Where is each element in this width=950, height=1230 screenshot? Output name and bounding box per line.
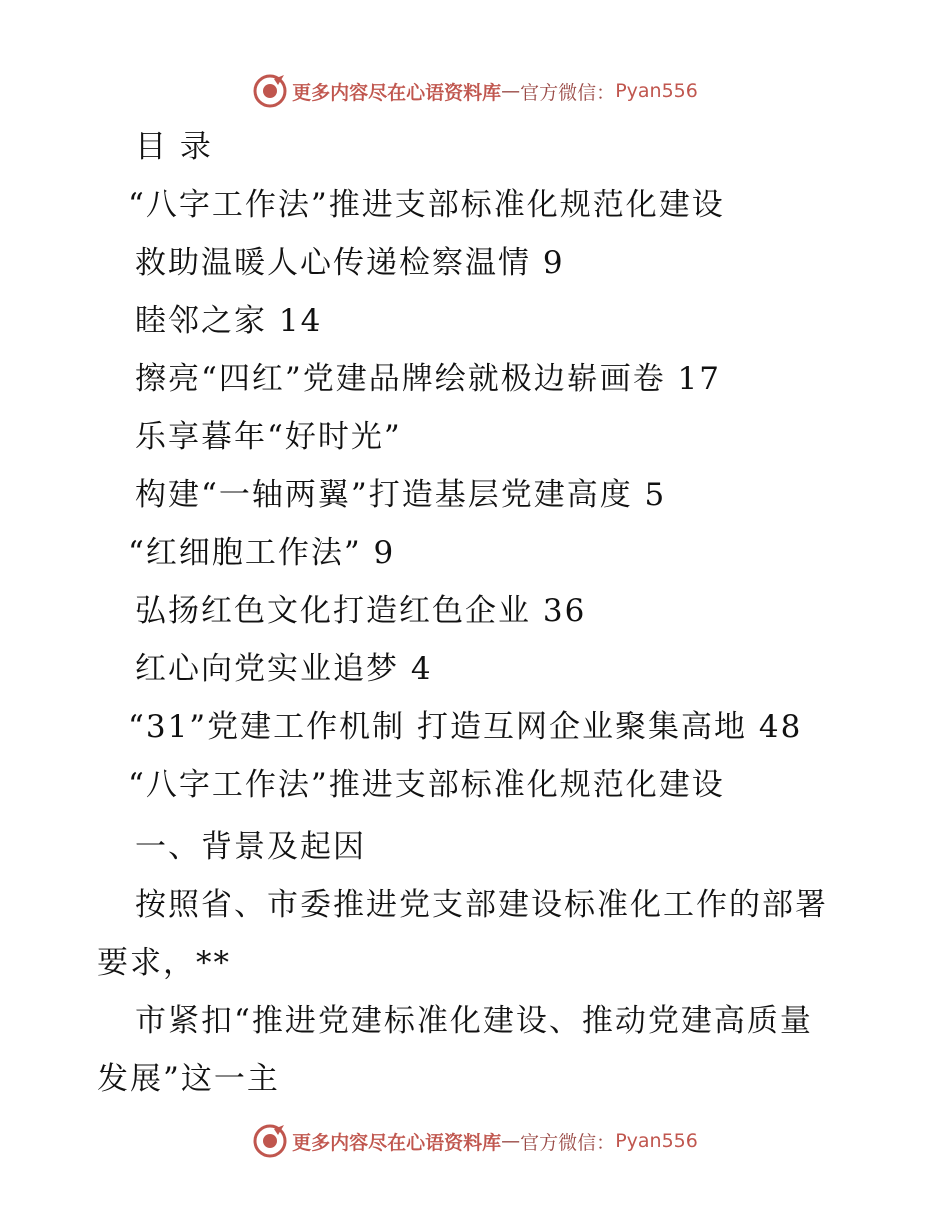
brand-logo-icon	[252, 1123, 288, 1159]
toc-entry: “31”党建工作机制 打造互网企业聚集高地 48	[128, 709, 803, 745]
toc-entry: 擦亮“四红”党建品牌绘就极边崭画卷 17	[135, 361, 721, 397]
watermark-wechat: Pyan556	[615, 1130, 698, 1152]
watermark-header	[0, 71, 950, 111]
article-title: “八字工作法”推进支部标准化规范化建设	[128, 767, 725, 803]
brand-logo-icon	[252, 73, 288, 109]
toc-entry: 乐享暮年“好时光”	[135, 419, 402, 455]
watermark-official: 官方微信：	[520, 1131, 616, 1154]
watermark-dash: —	[501, 1130, 521, 1152]
paragraph-line: 要求，**	[97, 945, 231, 981]
paragraph-line: 市紧扣“推进党建标准化建设、推动党建高质量	[135, 1003, 813, 1039]
watermark-footer	[0, 1121, 950, 1161]
toc-entry: 构建“一轴两翼”打造基层党建高度 5	[135, 477, 667, 513]
toc-entry: 睦邻之家 14	[135, 303, 323, 339]
watermark-official: 官方微信：	[520, 81, 616, 104]
watermark-brand: 更多内容尽在心语资料库	[292, 81, 502, 104]
watermark-wechat: Pyan556	[615, 80, 698, 102]
paragraph-line: 发展”这一主	[97, 1061, 280, 1097]
toc-entry: “八字工作法”推进支部标准化规范化建设	[128, 187, 725, 223]
toc-entry: 救助温暖人心传递检察温情 9	[135, 245, 565, 281]
watermark-brand: 更多内容尽在心语资料库	[292, 1131, 502, 1154]
toc-entry: 弘扬红色文化打造红色企业 36	[135, 593, 587, 629]
paragraph-line: 按照省、市委推进党支部建设标准化工作的部署	[135, 887, 828, 923]
toc-heading: 目 录	[135, 129, 213, 165]
toc-entry: 红心向党实业追梦 4	[135, 651, 433, 687]
toc-entry: “红细胞工作法” 9	[128, 535, 396, 571]
section-heading: 一、背景及起因	[135, 829, 366, 865]
watermark-dash: —	[501, 80, 521, 102]
